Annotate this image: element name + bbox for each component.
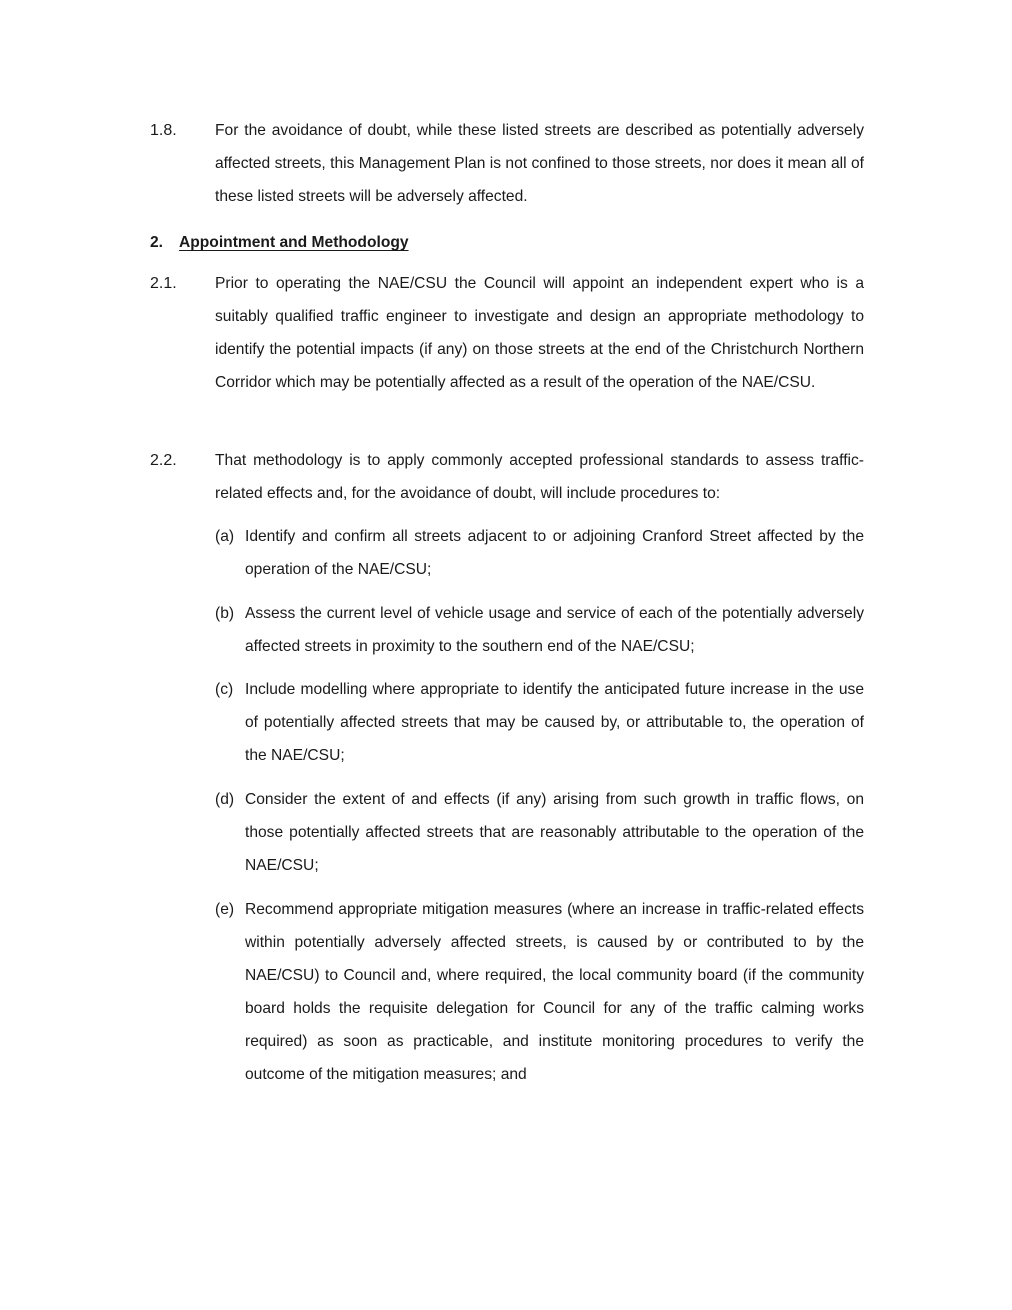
paragraph-1-8 bbox=[150, 114, 864, 213]
list-item-c bbox=[215, 673, 864, 772]
paragraph-text: For the avoidance of doubt, while these listed streets are described as potentially adversely affected streets, this Management Plan is not confined to those streets, nor does it mean all of these listed streets will be adversely affected. bbox=[215, 122, 864, 205]
list-item-text: Include modelling where appropriate to identify the anticipated future increase in the use of potentially affected streets that may be caused by, or attributable to, the operation of the NAE/CSU; bbox=[245, 681, 864, 764]
paragraph-text: That methodology is to apply commonly accepted professional standards to assess traffic-related effects and, for the avoidance of doubt, will include procedures to: bbox=[215, 452, 864, 502]
paragraph-2-1 bbox=[150, 267, 864, 399]
list-item-letter: (b) bbox=[215, 605, 235, 622]
list-item-text: Consider the extent of and effects (if any) arising from such growth in traffic flows, on those potentially affected streets that are reasonably attributable to the operation of the NAE/CSU; bbox=[245, 791, 864, 874]
section-heading-2 bbox=[150, 226, 409, 259]
list-item-a bbox=[215, 520, 864, 586]
list-item-letter: (d) bbox=[215, 791, 235, 808]
list-item-d bbox=[215, 783, 864, 882]
paragraph-number: 2.1. bbox=[150, 275, 177, 292]
list-item-text: Assess the current level of vehicle usage and service of each of the potentially adversely affected streets in proximity to the southern end of the NAE/CSU; bbox=[245, 605, 864, 655]
list-item-letter: (e) bbox=[215, 901, 235, 918]
list-item-letter: (a) bbox=[215, 528, 235, 545]
section-number: 2. bbox=[150, 234, 164, 251]
section-title: Appointment and Methodology bbox=[179, 234, 409, 251]
paragraph-2-2 bbox=[150, 444, 864, 510]
paragraph-text: Prior to operating the NAE/CSU the Council will appoint an independent expert who is a suitably qualified traffic engineer to investigate and design an appropriate methodology to identify the potential impacts (if any) on those streets at the end of the Christchurch Northern Corridor which may be potentially affected as a result of the operation of the NAE/CSU. bbox=[215, 275, 864, 391]
list-item-text: Recommend appropriate mitigation measures (where an increase in traffic-related effects within potentially adversely affected streets, is caused by or contributed to by the NAE/CSU) to Council and, where required, the local community board (if the community board holds the requisite delegation for Council for any of the traffic calming works required) as soon as practicable, and institute monitoring procedures to verify the outcome of the mitigation measures; and bbox=[245, 901, 864, 1083]
paragraph-number: 2.2. bbox=[150, 452, 177, 469]
list-item-e bbox=[215, 893, 864, 1091]
list-item-text: Identify and confirm all streets adjacent to or adjoining Cranford Street affected by the operation of the NAE/CSU; bbox=[245, 528, 864, 578]
list-item-letter: (c) bbox=[215, 681, 234, 698]
list-item-b bbox=[215, 597, 864, 663]
paragraph-number: 1.8. bbox=[150, 122, 177, 139]
